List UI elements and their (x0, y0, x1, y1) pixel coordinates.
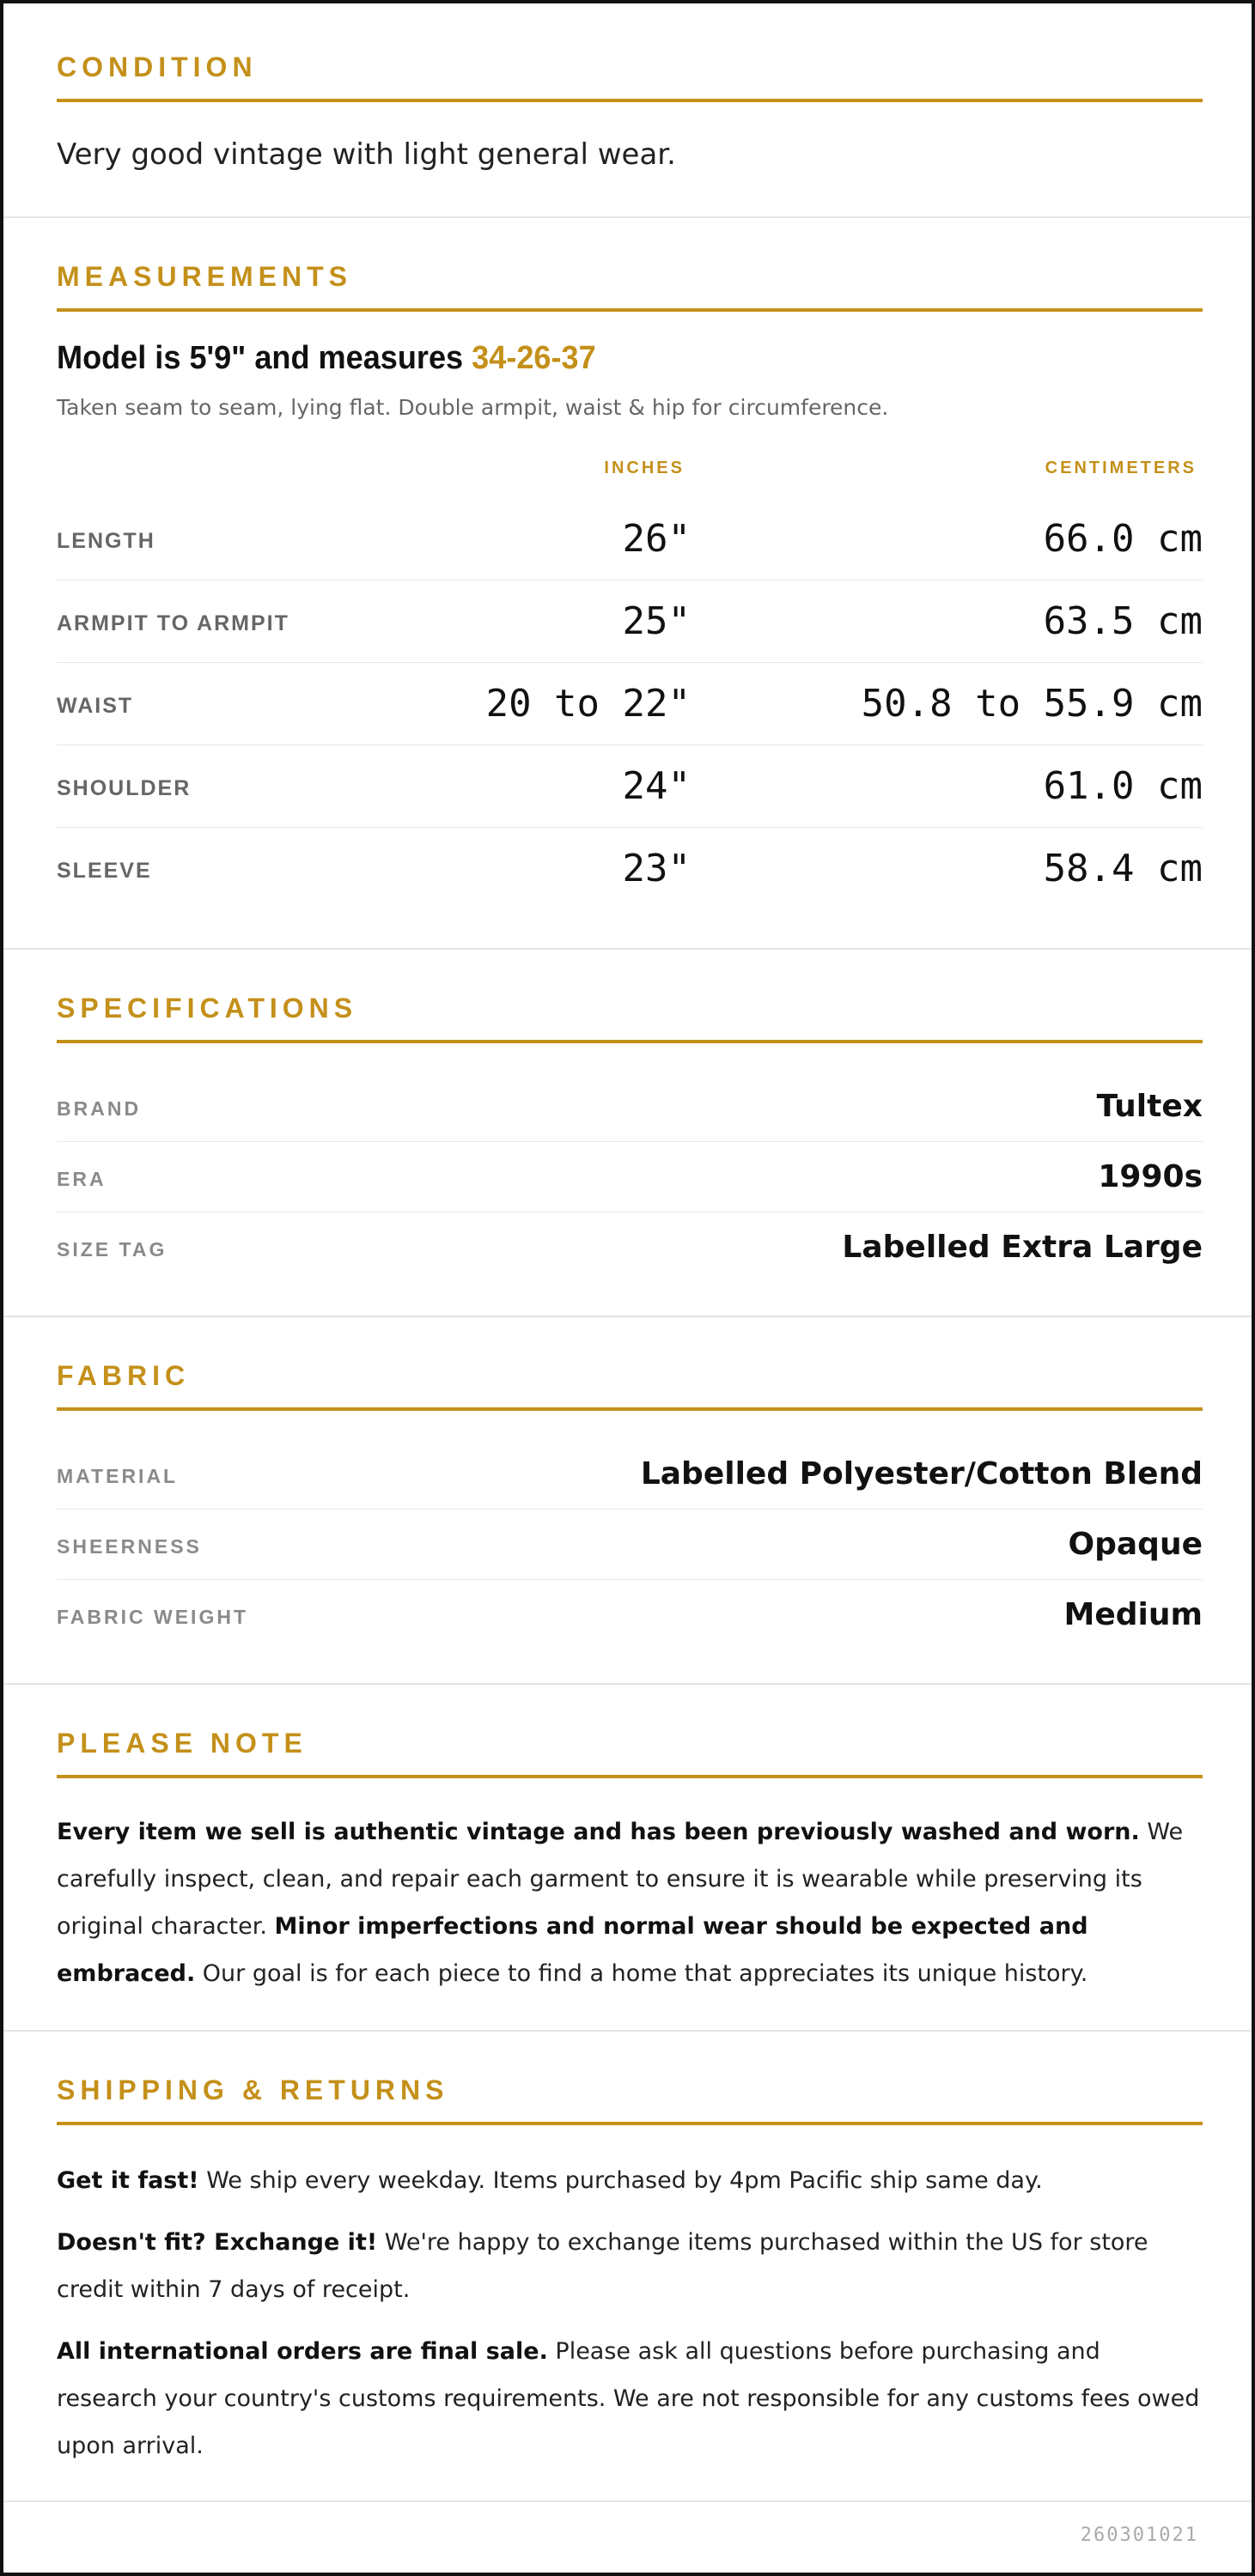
inches-column-header: INCHES (604, 459, 685, 477)
please-note-heading: PLEASE NOTE (57, 1728, 1203, 1778)
fabric-value: Labelled Polyester/Cotton Blend (640, 1456, 1203, 1492)
fabric-label: MATERIAL (57, 1465, 179, 1487)
measurement-label: SHOULDER (57, 776, 192, 800)
measurement-note: Taken seam to seam, lying flat. Double armpit, waist & hip for circumference. (57, 395, 889, 420)
measurement-row-armpit (57, 580, 1203, 663)
shipping-heading: SHIPPING & RETURNS (57, 2075, 1203, 2125)
measurement-cm: 61.0 cm (1043, 764, 1203, 808)
model-prefix: Model is 5'9" and measures (57, 340, 472, 376)
shipping-bold-1: Get it fast! (57, 2167, 199, 2194)
please-note-text-2: Our goal is for each piece to find a home that appreciates its unique history. (195, 1960, 1088, 1987)
fabric-label: FABRIC WEIGHT (57, 1606, 248, 1628)
measurement-label: LENGTH (57, 529, 155, 553)
please-note-bold-2: Minor imperfections and normal wear should be expected and embraced. (57, 1913, 1088, 1987)
measurement-cm: 66.0 cm (1043, 517, 1203, 561)
spec-row-brand (57, 1072, 1203, 1142)
shipping-text-1: We ship every weekday. Items purchased by 4pm Pacific ship same day. (198, 2167, 1043, 2194)
measurement-row-length (57, 498, 1203, 580)
measurement-label: SLEEVE (57, 859, 152, 883)
fabric-value: Medium (1063, 1597, 1203, 1632)
condition-heading: CONDITION (57, 52, 1203, 102)
measurement-label: ARMPIT TO ARMPIT (57, 611, 289, 635)
measurement-inches: 24" (622, 764, 691, 808)
fabric-row-material (57, 1439, 1203, 1510)
spec-label: SIZE TAG (57, 1238, 168, 1261)
measurements-heading: MEASUREMENTS (57, 261, 1203, 312)
measurement-cm: 50.8 to 55.9 cm (861, 682, 1203, 726)
shipping-paragraph-3 (57, 2328, 1203, 2470)
shipping-text-2: We're happy to exchange items purchased within the US for store credit within 7 days of receipt. (57, 2229, 1148, 2303)
please-note-section (3, 1685, 1252, 2032)
spec-row-size-tag (57, 1212, 1203, 1283)
measurement-row-sleeve (57, 828, 1203, 910)
please-note-text (57, 1808, 1203, 1997)
fabric-value: Opaque (1068, 1527, 1203, 1562)
shipping-section (3, 2032, 1252, 2502)
model-measures-value: 34-26-37 (472, 340, 596, 376)
item-code: 260301021 (1080, 2524, 1198, 2546)
measurement-cm: 63.5 cm (1043, 599, 1203, 643)
shipping-bold-3: All international orders are final sale. (57, 2338, 548, 2365)
spec-value: Labelled Extra Large (842, 1230, 1203, 1265)
fabric-row-weight (57, 1580, 1203, 1650)
centimeters-column-header: CENTIMETERS (1045, 459, 1197, 477)
specifications-section (3, 950, 1252, 1317)
fabric-section (3, 1317, 1252, 1685)
measurement-inches: 20 to 22" (485, 682, 691, 726)
measurement-inches: 23" (622, 847, 691, 890)
measurement-inches: 26" (622, 517, 691, 561)
please-note-bold-1: Every item we sell is authentic vintage and has been previously washed and worn. (57, 1819, 1140, 1845)
measurement-inches: 25" (622, 599, 691, 643)
shipping-text-3: Please ask all questions before purchasing and research your country's customs requirements. We are not responsible for any customs fees owed upon arrival. (57, 2338, 1200, 2459)
spec-value: 1990s (1098, 1159, 1203, 1194)
spec-value: Tultex (1096, 1089, 1203, 1124)
model-measurements (57, 340, 596, 377)
condition-text: Very good vintage with light general wear. (57, 137, 676, 172)
spec-label: ERA (57, 1168, 107, 1190)
condition-section (3, 3, 1252, 218)
measurement-label: WAIST (57, 694, 134, 718)
spec-row-era (57, 1142, 1203, 1212)
shipping-bold-2: Doesn't fit? Exchange it! (57, 2229, 378, 2256)
fabric-heading: FABRIC (57, 1360, 1203, 1411)
specifications-heading: SPECIFICATIONS (57, 993, 1203, 1043)
shipping-paragraph-1 (57, 2157, 1203, 2204)
measurement-row-shoulder (57, 745, 1203, 828)
measurement-cm: 58.4 cm (1043, 847, 1203, 890)
fabric-row-sheerness (57, 1510, 1203, 1580)
measurement-row-waist (57, 663, 1203, 745)
please-note-text-1: We carefully inspect, clean, and repair each garment to ensure it is wearable while preserving its original character. (57, 1819, 1184, 1940)
spec-label: BRAND (57, 1097, 142, 1120)
shipping-paragraph-2 (57, 2219, 1203, 2313)
fabric-label: SHEERNESS (57, 1535, 202, 1558)
